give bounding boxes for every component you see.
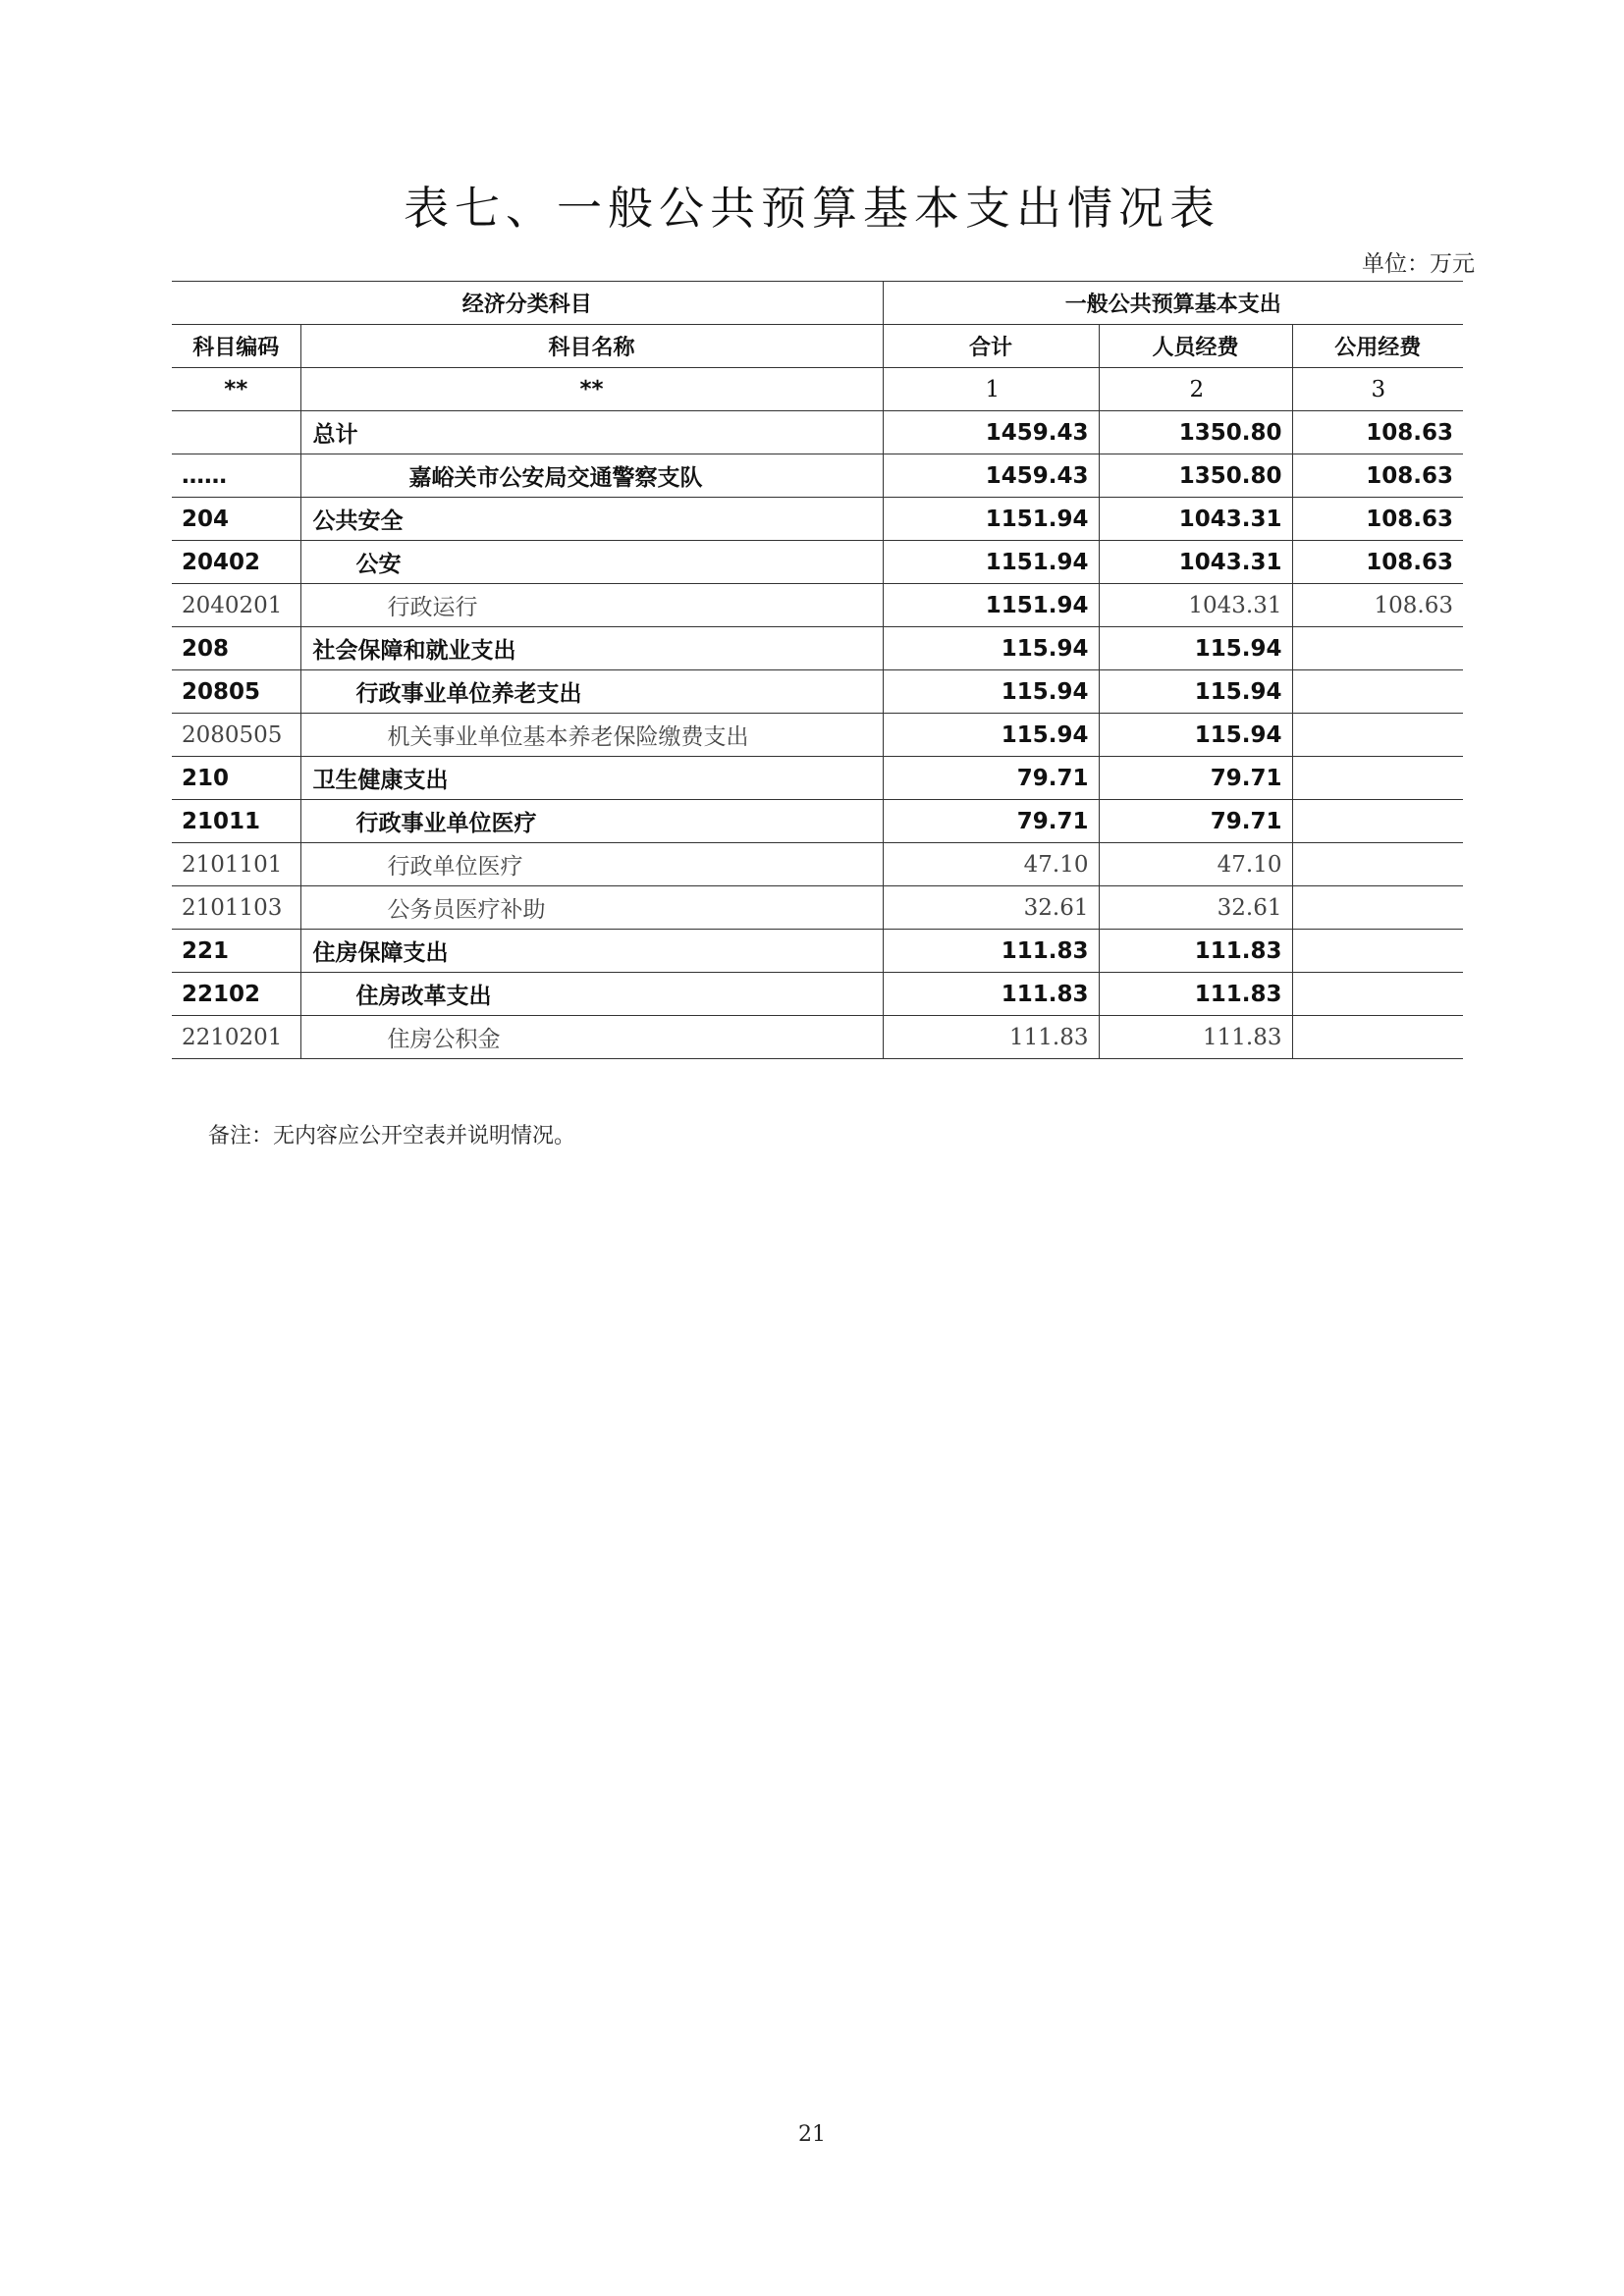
row-total: 1151.94 (883, 498, 1099, 541)
row-code: 2040201 (172, 584, 300, 627)
row-public: 108.63 (1292, 454, 1463, 498)
row-name: 行政运行 (300, 584, 883, 627)
row-public (1292, 843, 1463, 886)
row-public (1292, 757, 1463, 800)
table-row (172, 498, 1463, 541)
row-public: 108.63 (1292, 498, 1463, 541)
row-code: 20402 (172, 541, 300, 584)
row-code: 2101101 (172, 843, 300, 886)
table-row (172, 843, 1463, 886)
row-personnel: 115.94 (1099, 714, 1292, 757)
row-personnel: 111.83 (1099, 973, 1292, 1016)
row-name: 嘉峪关市公安局交通警察支队 (300, 454, 883, 498)
page-title: 表七、一般公共预算基本支出情况表 (404, 182, 1220, 235)
header-group-right: 一般公共预算基本支出 (883, 282, 1463, 325)
row-public (1292, 1016, 1463, 1059)
table-row (172, 714, 1463, 757)
header-total: 合计 (883, 325, 1099, 368)
table-row (172, 541, 1463, 584)
row-name: 公安 (300, 541, 883, 584)
row-name: 社会保障和就业支出 (300, 627, 883, 670)
row-name: 公共安全 (300, 498, 883, 541)
header-name: 科目名称 (300, 325, 883, 368)
table-row (172, 411, 1463, 454)
table-row (172, 454, 1463, 498)
row-personnel: 1043.31 (1099, 584, 1292, 627)
footnote: 备注：无内容应公开空表并说明情况。 (208, 1124, 576, 1148)
table-row (172, 930, 1463, 973)
row-name: 行政事业单位养老支出 (300, 670, 883, 714)
row-total: 79.71 (883, 800, 1099, 843)
row-total: 79.71 (883, 757, 1099, 800)
row-public (1292, 800, 1463, 843)
row-personnel: 1043.31 (1099, 541, 1292, 584)
row-name: 公务员医疗补助 (300, 886, 883, 930)
row-total: 47.10 (883, 843, 1099, 886)
row-total: 1459.43 (883, 454, 1099, 498)
row-total: 111.83 (883, 930, 1099, 973)
row-code: 22102 (172, 973, 300, 1016)
row-code (172, 411, 300, 454)
row-public (1292, 973, 1463, 1016)
row-public: 108.63 (1292, 584, 1463, 627)
row-public (1292, 886, 1463, 930)
row-personnel: 111.83 (1099, 930, 1292, 973)
table-row (172, 973, 1463, 1016)
table-row (172, 584, 1463, 627)
row-code: 21011 (172, 800, 300, 843)
row-public: 108.63 (1292, 411, 1463, 454)
row-name: 行政单位医疗 (300, 843, 883, 886)
row-public: 108.63 (1292, 541, 1463, 584)
row-personnel: 1350.80 (1099, 411, 1292, 454)
row-personnel: 115.94 (1099, 670, 1292, 714)
row-code: …… (172, 454, 300, 498)
budget-table (172, 281, 1463, 1059)
row-personnel: 111.83 (1099, 1016, 1292, 1059)
row-code: 20805 (172, 670, 300, 714)
header-personnel: 人员经费 (1099, 325, 1292, 368)
index-name: ** (300, 368, 883, 411)
row-total: 1151.94 (883, 584, 1099, 627)
row-public (1292, 670, 1463, 714)
row-personnel: 1350.80 (1099, 454, 1292, 498)
row-total: 115.94 (883, 627, 1099, 670)
row-code: 2101103 (172, 886, 300, 930)
row-personnel: 47.10 (1099, 843, 1292, 886)
row-public (1292, 714, 1463, 757)
table-row (172, 886, 1463, 930)
row-name: 住房改革支出 (300, 973, 883, 1016)
table-row (172, 670, 1463, 714)
row-public (1292, 930, 1463, 973)
row-name: 总计 (300, 411, 883, 454)
page-number: 21 (798, 2122, 826, 2147)
index-public: 3 (1292, 368, 1463, 411)
row-personnel: 79.71 (1099, 757, 1292, 800)
row-public (1292, 627, 1463, 670)
row-code: 208 (172, 627, 300, 670)
row-personnel: 1043.31 (1099, 498, 1292, 541)
unit-label: 单位：万元 (1362, 251, 1475, 277)
row-name: 住房保障支出 (300, 930, 883, 973)
header-column-row (172, 325, 1463, 368)
header-code: 科目编码 (172, 325, 300, 368)
row-personnel: 115.94 (1099, 627, 1292, 670)
row-personnel: 79.71 (1099, 800, 1292, 843)
row-total: 115.94 (883, 670, 1099, 714)
row-total: 1459.43 (883, 411, 1099, 454)
table-row (172, 1016, 1463, 1059)
row-personnel: 32.61 (1099, 886, 1292, 930)
row-name: 机关事业单位基本养老保险缴费支出 (300, 714, 883, 757)
table-row (172, 757, 1463, 800)
row-total: 32.61 (883, 886, 1099, 930)
row-name: 卫生健康支出 (300, 757, 883, 800)
index-code: ** (172, 368, 300, 411)
row-code: 221 (172, 930, 300, 973)
index-personnel: 2 (1099, 368, 1292, 411)
row-total: 115.94 (883, 714, 1099, 757)
row-code: 204 (172, 498, 300, 541)
header-group-row (172, 282, 1463, 325)
row-name: 住房公积金 (300, 1016, 883, 1059)
header-group-left: 经济分类科目 (172, 282, 883, 325)
row-total: 111.83 (883, 1016, 1099, 1059)
row-total: 1151.94 (883, 541, 1099, 584)
row-total: 111.83 (883, 973, 1099, 1016)
row-name: 行政事业单位医疗 (300, 800, 883, 843)
header-public: 公用经费 (1292, 325, 1463, 368)
table-row (172, 800, 1463, 843)
index-row (172, 368, 1463, 411)
table-row (172, 627, 1463, 670)
row-code: 2210201 (172, 1016, 300, 1059)
row-code: 210 (172, 757, 300, 800)
row-code: 2080505 (172, 714, 300, 757)
index-total: 1 (883, 368, 1099, 411)
